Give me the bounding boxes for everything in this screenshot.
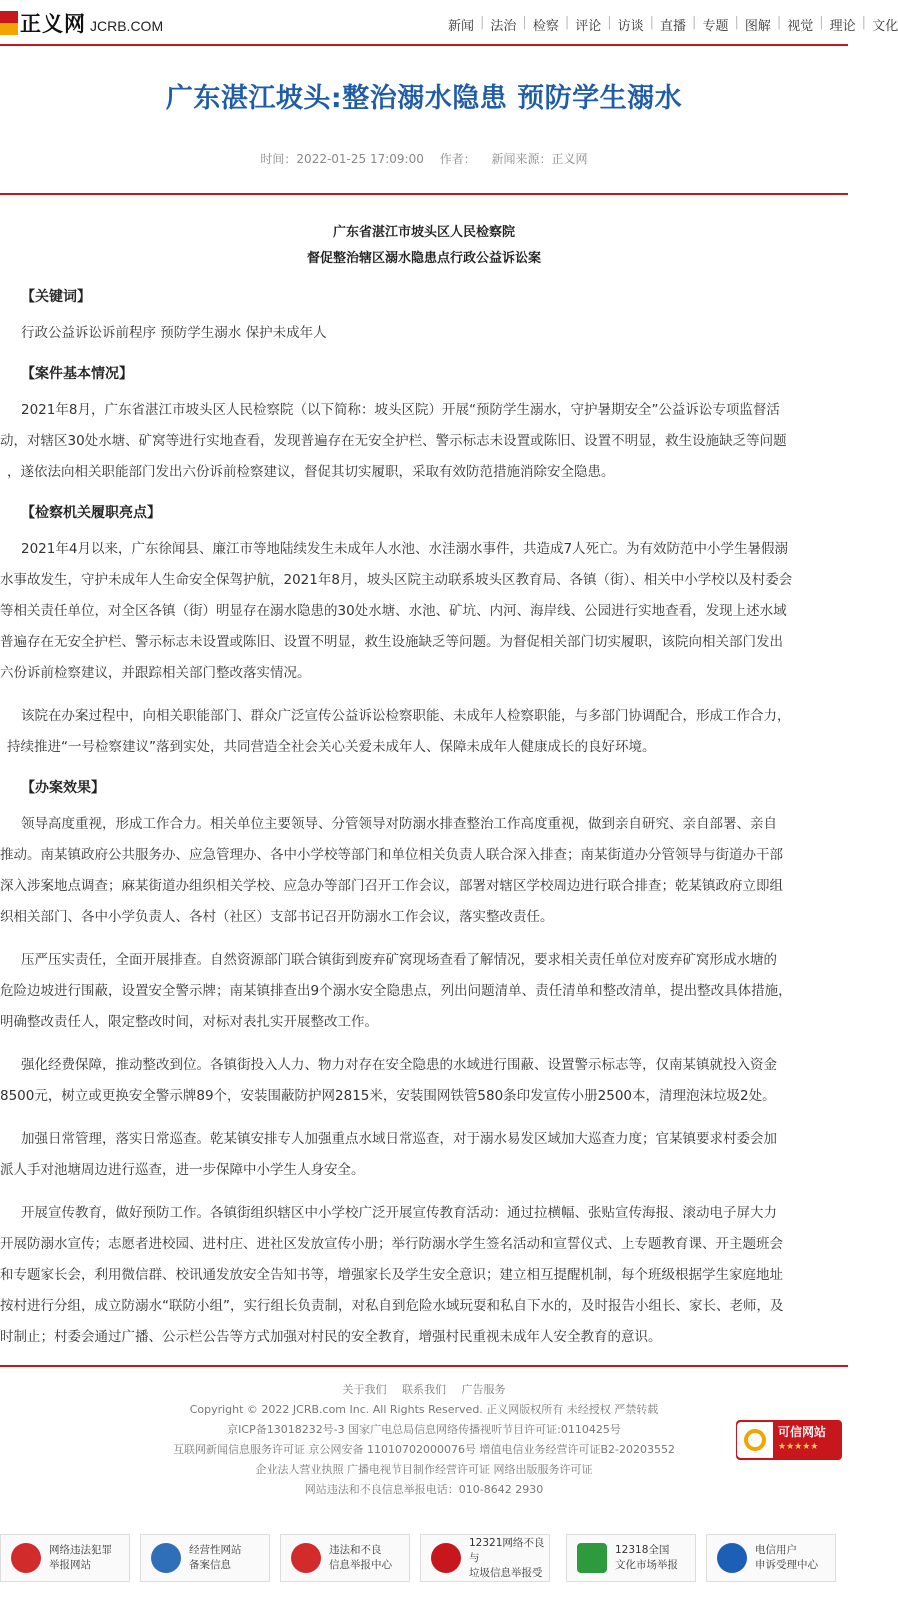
main-nav (448, 15, 898, 34)
nav-item[interactable]: 检察 (532, 19, 559, 34)
section-heading: 【关键词】 (21, 289, 91, 305)
trusted-site-icon (737, 1422, 773, 1458)
nav-separator: | (607, 15, 612, 30)
paragraph-line: 时制止；村委会通过广播、公示栏公告等方式加强对村民的安全教育，增强村民重视未成年人安全教育的意识。 (0, 1329, 662, 1345)
paragraph (0, 945, 848, 1038)
badge-line: 申诉受理中心 (755, 1559, 818, 1571)
culture-market-icon (577, 1543, 607, 1573)
footer-links (0, 1380, 848, 1400)
paragraph-line: 水事故发生，守护未成年人生命安全保驾护航，2021年8月，坡头区院主动联系坡头区教育局、各镇（街）、相关中小学校以及村委会 (0, 572, 793, 588)
trusted-site-label: 可信网站 (778, 1425, 827, 1439)
footer-link-ads[interactable]: 广告服务 (461, 1383, 506, 1396)
keywords-paragraph (0, 318, 848, 349)
report-badge[interactable] (280, 1534, 410, 1582)
report-badge[interactable] (0, 1534, 130, 1582)
telecom-arrows-icon (717, 1543, 747, 1573)
report-badge[interactable] (140, 1534, 270, 1582)
nav-item[interactable]: 法治 (490, 19, 517, 34)
paragraph-line: 领导高度重视，形成工作合力。相关单位主要领导、分管领导对防溺水排查整治工作高度重视，做到亲自研究、亲自部署、亲自 (21, 816, 777, 832)
report-badge[interactable] (566, 1534, 696, 1582)
site-logo[interactable] (0, 8, 163, 38)
paragraph-line: 该院在办案过程中，向相关职能部门、群众广泛宣传公益诉讼检察职能、未成年人检察职能，与多部门协调配合，形成工作合力， (21, 708, 791, 724)
nav-item[interactable]: 访谈 (617, 19, 644, 34)
paragraph-line: 派人手对池塘周边进行巡查，进一步保障中小学生人身安全。 (0, 1162, 365, 1178)
paragraph-line: 深入涉案地点调查；麻某街道办组织相关学校、应急办等部门召开工作会议，部署对辖区学校周边进行联合排查；乾某镇政府立即组 (0, 878, 783, 894)
badge-line: 12321网络不良与 (469, 1536, 545, 1564)
logo-icon (0, 11, 18, 35)
copyright-line: Copyright © 2022 JCRB.com Inc. All Rights Reserved. 正义网版权所有 未经授权 严禁转载 (189, 1403, 659, 1416)
nav-item[interactable]: 新闻 (448, 19, 475, 34)
swoosh-icon (431, 1543, 461, 1573)
nav-separator: | (649, 15, 655, 30)
section-heading: 【检察机关履职亮点】 (21, 505, 161, 521)
report-badges (0, 1534, 848, 1586)
nav-separator: | (776, 15, 782, 30)
badge-line: 经营性网站 (189, 1544, 242, 1556)
footer-link-contact[interactable]: 联系我们 (402, 1383, 446, 1396)
site-footer (0, 1380, 848, 1500)
article-meta (0, 150, 848, 167)
logo-text: 正义网 (20, 12, 86, 36)
paragraph (0, 395, 848, 488)
national-emblem-icon (291, 1543, 321, 1573)
badge-line: 举报网站 (49, 1559, 91, 1571)
trusted-site-stars: ★★★★★ (778, 1442, 819, 1452)
section-heading: 【案件基本情况】 (21, 366, 133, 382)
paragraph-line: 按村进行分组，成立防溺水“联防小组”，实行组长负责制，对私自到危险水域玩耍和私自下水的，及时报告小组长、家长、老师，及 (0, 1298, 784, 1314)
case-org: 广东省湛江市坡头区人民检察院 (332, 225, 515, 240)
nav-item[interactable]: 理论 (829, 19, 856, 34)
section-heading: 【办案效果】 (21, 780, 105, 796)
logo-domain: JCRB.COM (90, 17, 164, 34)
article-title: 广东湛江坡头:整治溺水隐患 预防学生溺水 (165, 83, 683, 114)
badge-line: 12318全国 (615, 1544, 670, 1556)
nav-separator: | (861, 15, 867, 30)
license-line[interactable]: 企业法人营业执照 广播电视节目制作经营许可证 网络出版服务许可证 (255, 1463, 593, 1476)
paragraph-line: 推动。南某镇政府公共服务办、应急管理办、各中小学校等部门和单位相关负责人联合深入排查；南某街道办分管领导与街道办干部 (0, 847, 783, 863)
paragraph (0, 809, 848, 933)
paragraph (0, 1198, 848, 1353)
nav-separator: | (734, 15, 739, 30)
badge-line: 违法和不良 (329, 1544, 382, 1556)
nav-separator: | (819, 15, 824, 30)
license-line[interactable]: 京ICP备13018232号-3 国家广电总局信息网络传播视听节目许可证:0110425号 (227, 1423, 621, 1436)
nav-separator: | (480, 15, 485, 30)
case-name: 督促整治辖区溺水隐患点行政公益诉讼案 (306, 251, 541, 266)
paragraph-line: 和专题家长会，利用微信群、校讯通发放安全告知书等，增强家长及学生安全意识；建立相互提醒机制，每个班级根据学生家庭地址 (0, 1267, 783, 1283)
article-body (0, 220, 848, 1365)
nav-item[interactable]: 视觉 (787, 19, 814, 34)
report-phone-line: 网站违法和不良信息举报电话：010-8642 2930 (304, 1483, 544, 1496)
paragraph (0, 1050, 848, 1112)
title-divider (0, 193, 848, 195)
paragraph-line: 动，对辖区30处水塘、矿窝等进行实地查看，发现普遍存在无安全护栏、警示标志未设置或陈旧、设置不明显，救生设施缺乏等问题 (0, 433, 787, 449)
paragraph-line: 行政公益诉讼诉前程序 预防学生溺水 保护未成年人 (21, 325, 327, 341)
footer-divider (0, 1365, 848, 1367)
paragraph-line: 2021年8月，广东省湛江市坡头区人民检察院（以下简称：坡头区院）开展“预防学生溺水，守护暑期安全”公益诉讼专项监督活 (21, 402, 780, 418)
badge-line: 网络违法犯罪 (49, 1544, 112, 1556)
trusted-site-badge[interactable] (736, 1420, 842, 1460)
nav-item[interactable]: 图解 (744, 19, 771, 34)
paragraph-line: 危险边坡进行围蔽，设置安全警示牌；南某镇排查出9个溺水安全隐患点，列出问题清单、责任清单和整改清单，提出整改具体措施， (0, 983, 792, 999)
nav-item[interactable]: 专题 (702, 19, 729, 34)
publish-time: 时间：2022-01-25 17:09:00 (260, 152, 424, 166)
paragraph (0, 701, 848, 763)
nav-item[interactable]: 文化 (872, 19, 898, 34)
paragraph (0, 534, 848, 689)
police-officer-icon (151, 1543, 181, 1573)
paragraph-line: 2021年4月以来，广东徐闻县、廉江市等地陆续发生未成年人水池、水洼溺水事件，共造成7人死亡。为有效防范中小学生暑假溺 (21, 541, 789, 557)
nav-item[interactable]: 评论 (575, 19, 602, 34)
report-badge[interactable] (420, 1534, 550, 1582)
paragraph-line: 等相关责任单位，对全区各镇（街）明显存在溺水隐患的30处水塘、水池、矿坑、内河、海岸线、公园进行实地查看，发现上述水域 (0, 603, 787, 619)
badge-line: 电信用户 (755, 1544, 797, 1556)
report-badge[interactable] (706, 1534, 836, 1582)
paragraph-line: 压严压实责任，全面开展排查。自然资源部门联合镇街到废弃矿窝现场查看了解情况，要求相关责任单位对废弃矿窝形成水塘的 (21, 952, 777, 968)
badge-line: 备案信息 (189, 1559, 231, 1571)
author: 作者： (439, 152, 476, 166)
nav-separator: | (564, 15, 570, 30)
news-source: 新闻来源：正义网 (491, 152, 588, 166)
paragraph (0, 1124, 848, 1186)
paragraph-line: 六份诉前检察建议，并跟踪相关部门整改落实情况。 (0, 665, 311, 681)
license-line[interactable]: 互联网新闻信息服务许可证 京公网安备 11010702000076号 增值电信业务经营许可证B2-20203552 (173, 1443, 675, 1456)
badge-line: 文化市场举报 (615, 1559, 678, 1571)
badge-line: 垃圾信息举报受 (469, 1566, 543, 1579)
nav-separator: | (522, 15, 527, 30)
nav-separator: | (692, 15, 697, 30)
footer-link-about[interactable]: 关于我们 (342, 1383, 387, 1396)
paragraph-line: 强化经费保障，推动整改到位。各镇街投入人力、物力对存在安全隐患的水域进行围蔽、设置警示标志等，仅南某镇就投入资金 (21, 1057, 777, 1073)
site-header (0, 0, 898, 44)
badge-line: 信息举报中心 (329, 1559, 392, 1571)
police-emblem-icon (11, 1543, 41, 1573)
paragraph-line: 持续推进“一号检察建议”落到实处，共同营造全社会关心关爱未成年人、保障未成年人健康成长的良好环境。 (7, 739, 656, 755)
nav-item[interactable]: 直播 (660, 19, 687, 34)
paragraph-line: 8500元，树立或更换安全警示牌89个，安装围蔽防护网2815米，安装围网铁管580条印发宣传小册2500本，清理泡沫垃圾2处。 (0, 1088, 776, 1104)
paragraph-line: 开展宣传教育，做好预防工作。各镇街组织辖区中小学校广泛开展宣传教育活动：通过拉横幅、张贴宣传海报、滚动电子屏大力 (21, 1205, 777, 1221)
paragraph-line: 明确整改责任人，限定整改时间，对标对表扎实开展整改工作。 (0, 1014, 378, 1030)
paragraph-line: 开展防溺水宣传；志愿者进校园、进村庄、进社区发放宣传小册；举行防溺水学生签名活动和宣誓仪式、上专题教育课、开主题班会 (0, 1236, 783, 1252)
paragraph-line: 织相关部门、各中小学负责人、各村（社区）支部书记召开防溺水工作会议，落实整改责任。 (0, 909, 554, 925)
paragraph-line: 加强日常管理，落实日常巡查。乾某镇安排专人加强重点水域日常巡查，对于溺水易发区域加大巡查力度；官某镇要求村委会加 (21, 1131, 777, 1147)
header-divider (0, 44, 848, 46)
paragraph-line: ，遂依法向相关职能部门发出六份诉前检察建议，督促其切实履职，采取有效防范措施消除安全隐患。 (7, 464, 615, 480)
paragraph-line: 普遍存在无安全护栏、警示标志未设置或陈旧、设置不明显，救生设施缺乏等问题。为督促相关部门切实履职，该院向相关部门发出 (0, 634, 783, 650)
